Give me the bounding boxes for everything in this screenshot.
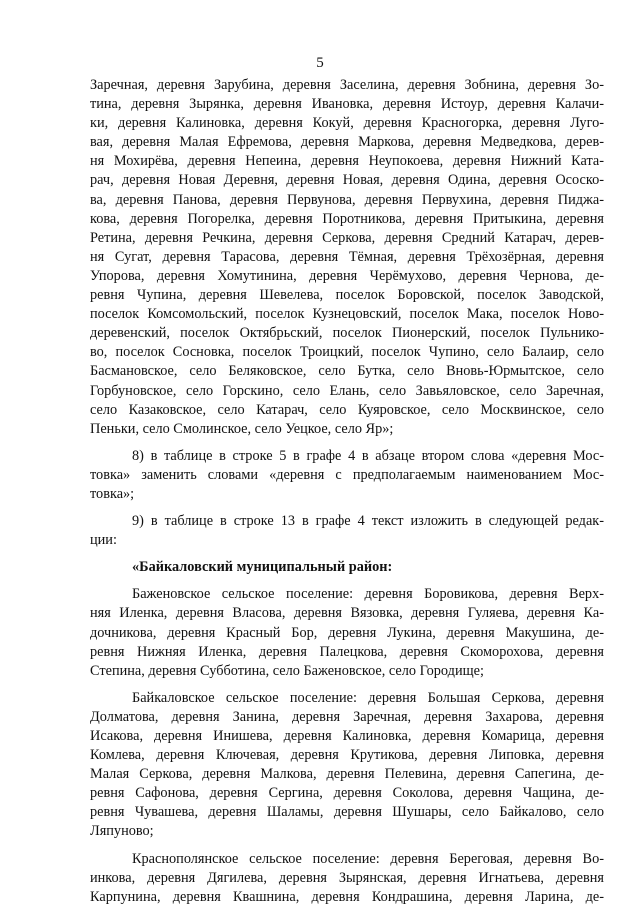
page-body <box>90 76 604 907</box>
text-line: товка»; <box>90 485 135 502</box>
paragraph-bazhenovskoe-settlement <box>90 585 604 680</box>
paragraph-village-list-continued <box>90 76 604 439</box>
text-line: Краснополянское сельское поселение: деревня Береговая, деревня Во- <box>132 850 604 867</box>
text-line: ва, деревня Панова, деревня Первунова, деревня Первухина, деревня Пиджа- <box>90 191 604 208</box>
text-line: ревня Сафонова, деревня Сергина, деревня Соколова, деревня Чащина, де- <box>90 785 604 802</box>
text-line: ревня Чувашева, деревня Шаламы, деревня Шушары, село Байкалово, село <box>90 804 604 821</box>
text-line: тина, деревня Зырянка, деревня Ивановка, деревня Истоур, деревня Калачи- <box>90 96 604 113</box>
text-line: ня Мохирёва, деревня Непеина, деревня Неупокоева, деревня Нижний Ката- <box>90 153 604 170</box>
text-line: Баженовское сельское поселение: деревня Боровикова, деревня Верх- <box>132 586 604 603</box>
text-line: Ретина, деревня Речкина, деревня Серкова, деревня Средний Катарач, дерев- <box>90 229 604 246</box>
text-line: Степина, деревня Субботина, село Баженовское, село Городище; <box>90 662 484 679</box>
text-line: во, поселок Сосновка, поселок Троицкий, поселок Чупино, село Балаир, село <box>90 344 604 361</box>
text-line: ревня Нижняя Иленка, деревня Палецкова, деревня Скоморохова, деревня <box>90 643 604 660</box>
text-line: ции: <box>90 532 117 549</box>
text-line: ня Сугат, деревня Тарасова, деревня Тёмная, деревня Трёхозёрная, деревня <box>90 248 604 265</box>
text-line: дочникова, деревня Красный Бор, деревня Лукина, деревня Макушина, де- <box>90 624 604 641</box>
text-line: деревенский, поселок Октябрьский, поселок Пионерский, поселок Пульнико- <box>90 325 604 342</box>
text-line: вая, деревня Малая Ефремова, деревня Маркова, деревня Медведкова, дерев- <box>90 134 604 151</box>
text-line: Упорова, деревня Хомутинина, деревня Черёмухово, деревня Чернова, де- <box>90 267 604 284</box>
paragraph-baikalovskoe-settlement <box>90 689 604 842</box>
text-line: Комлева, деревня Ключевая, деревня Крутикова, деревня Липовка, деревня <box>90 747 604 764</box>
text-line: Пеньки, село Смолинское, село Уецкое, село Яр»; <box>90 420 394 437</box>
text-line: Малая Серкова, деревня Малкова, деревня Пелевина, деревня Сапегина, де- <box>90 766 604 783</box>
text-line: ревня Чупина, деревня Шевелева, поселок Боровской, поселок Заводской, <box>90 287 604 304</box>
heading-line: «Байкаловский муниципальный район: <box>132 559 393 576</box>
paragraph-krasnopolyanskoe-settlement <box>90 850 604 907</box>
section-heading-baikalovsky-district <box>90 558 604 577</box>
text-line: Долматова, деревня Занина, деревня Заречная, деревня Захарова, деревня <box>90 708 604 725</box>
text-line: Исакова, деревня Инишева, деревня Калиновка, деревня Комарица, деревня <box>90 728 604 744</box>
text-line: Ляпуново; <box>90 823 154 840</box>
text-line: товка» заменить словами «деревня с предполагаемым наименованием Мос- <box>90 466 604 483</box>
text-line: Байкаловское сельское поселение: деревня Большая Серкова, деревня <box>132 689 604 706</box>
text-line: Карпунина, деревня Квашнина, деревня Кондрашина, деревня Ларина, де- <box>90 888 604 905</box>
paragraph-item-9 <box>90 512 604 550</box>
text-line: рач, деревня Новая Деревня, деревня Новая, деревня Одина, деревня Ососко- <box>90 172 604 189</box>
text-line: инкова, деревня Дягилева, деревня Зырянская, деревня Игнатьева, деревня <box>90 869 604 886</box>
text-line: 8) в таблице в строке 5 в графе 4 в абзаце втором слова «деревня Мос- <box>132 447 604 464</box>
text-line: кова, деревня Погорелка, деревня Поротникова, деревня Притыкина, деревня <box>90 210 604 227</box>
text-line: няя Иленка, деревня Власова, деревня Вязовка, деревня Гуляева, деревня Ка- <box>90 605 604 622</box>
paragraph-item-8 <box>90 447 604 504</box>
text-line: село Казаковское, село Катарач, село Куяровское, село Москвинское, село <box>90 401 604 418</box>
page-number: 5 <box>316 55 324 71</box>
text-line: Басмановское, село Беляковское, село Бутка, село Вновь-Юрмытское, село <box>90 363 604 380</box>
text-line: Горбуновское, село Горскино, село Елань, село Завьяловское, село Заречная, <box>90 382 604 399</box>
text-line: поселок Комсомольский, поселок Кузнецовский, поселок Мака, поселок Ново- <box>90 306 604 323</box>
text-line: Заречная, деревня Зарубина, деревня Заселина, деревня Зобнина, деревня Зо- <box>90 77 604 93</box>
text-line: 9) в таблице в строке 13 в графе 4 текст изложить в следующей редак- <box>132 513 604 530</box>
text-line: ки, деревня Калиновка, деревня Кокуй, деревня Красногорка, деревня Луго- <box>90 115 604 132</box>
